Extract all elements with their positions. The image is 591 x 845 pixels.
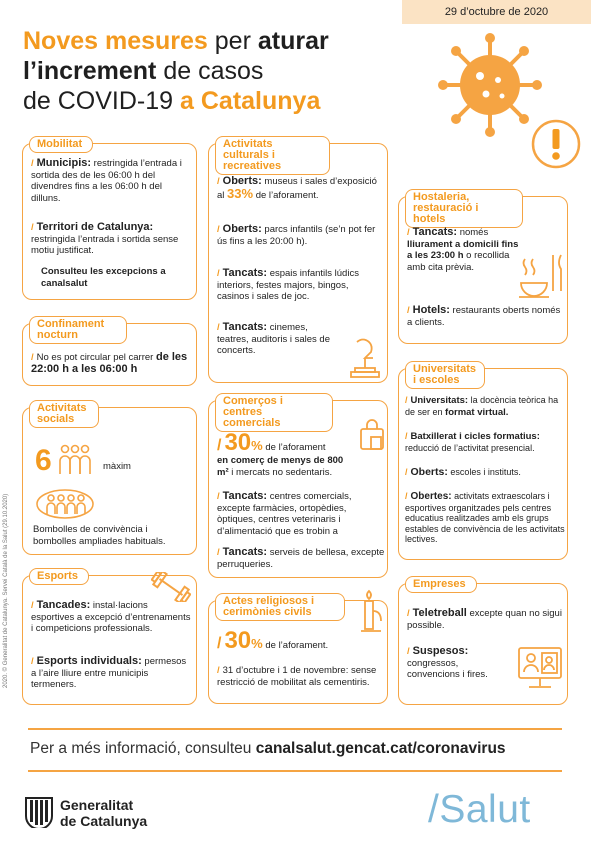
dumbbell-icon bbox=[151, 572, 191, 602]
cultural-item-2: / Oberts: parcs infantils (se’n pot fer ús fins a les 20:00 h). bbox=[217, 223, 376, 247]
confinament-item-1: / No es pot circular pel carrer de les 22:00 h a les 06:00 h bbox=[31, 351, 188, 375]
esports-title: Esports bbox=[29, 568, 89, 585]
socials-number: 6 bbox=[35, 444, 52, 477]
divider-bottom bbox=[28, 770, 562, 772]
date-badge: 29 d’octubre de 2020 bbox=[402, 0, 591, 24]
comercos-box bbox=[208, 395, 388, 578]
generalitat-logo-icon bbox=[24, 796, 54, 828]
religiosos-item-1: / 30% de l’aforament. bbox=[217, 627, 329, 654]
alert-icon bbox=[530, 118, 582, 170]
salut-logo: /Salut bbox=[428, 788, 531, 831]
cultural-item-1: / Oberts: museus i sales d’exposició al 33% de l’aforament. bbox=[217, 175, 377, 201]
universitats-box bbox=[398, 363, 568, 560]
socials-text: Bombolles de convivència i bombolles ampliades habituals. bbox=[33, 524, 166, 547]
universitats-title: Universitats i escoles bbox=[405, 361, 485, 389]
esports-item-2: / Esports individuals: permesos a l’aire lliure entre municipis termeners. bbox=[31, 655, 187, 690]
page-title: Noves mesures per aturar l’increment de casos de COVID-19 a Catalunya bbox=[23, 27, 329, 115]
mobilitat-item-3: Consulteu les excepcions a canalsalut bbox=[41, 266, 166, 289]
universitats-item-3: / Oberts: escoles i instituts. bbox=[405, 466, 521, 478]
cultural-item-4: / Tancats: cinemes, teatres, auditoris i sales de concerts. bbox=[217, 321, 331, 356]
comercos-item-3: / Tancats: serveis de bellesa, excepte perruqueries. bbox=[217, 546, 385, 570]
religiosos-title: Actes religiosos i cerimònies civils bbox=[215, 593, 345, 621]
confinament-box bbox=[22, 318, 197, 386]
mobilitat-box bbox=[22, 138, 197, 300]
candle-icon bbox=[357, 587, 385, 635]
comercos-item-1: / 30% de l’aforament en comerç de menys de 800 m² i mercats no sedentaris. bbox=[217, 429, 344, 478]
cultural-item-3: / Tancats: espais infantils lúdics interiors, festes majors, bingos, casinos i sales de joc. bbox=[217, 267, 359, 302]
socials-label: màxim bbox=[103, 461, 131, 472]
footer-link-text: Per a més informació, consulteu canalsalut.gencat.cat/coronavirus bbox=[30, 740, 506, 757]
cultural-box bbox=[208, 138, 388, 383]
hostaleria-box bbox=[398, 191, 568, 344]
comercos-item-2: / Tancats: centres comercials, excepte farmàcies, ortopèdies, òptiques, centres veterinaris i d’alimentació que es trobin a bbox=[217, 490, 352, 537]
empreses-item-1: / Teletreball excepte quan no sigui possible. bbox=[407, 607, 562, 631]
empreses-box bbox=[398, 578, 568, 705]
esports-item-1: / Tancades: instal·lacions esportives a excepció d’entrenaments i competicions professionals. bbox=[31, 599, 191, 634]
footer-url[interactable]: canalsalut.gencat.cat/coronavirus bbox=[255, 740, 506, 757]
shopping-bag-icon bbox=[359, 419, 385, 451]
socials-title: Activitats socials bbox=[29, 400, 99, 428]
hostaleria-item-1: / Tancats: només lliurament a domicili fins a les 23:00 h o recollida amb cita prèvia. bbox=[407, 226, 519, 273]
empreses-item-2: / Suspesos: congressos, convencions i fires. bbox=[407, 645, 488, 680]
mobilitat-item-1: / Municipis: restringida l’entrada i sortida des de les 06:00 h del divendres fins a les 06:00 h del dilluns. bbox=[31, 157, 182, 204]
credit-text: 2020. © Generalitat de Catalunya. Servei Català de la Salut (29.10.2020) bbox=[3, 493, 9, 688]
mobilitat-title: Mobilitat bbox=[29, 136, 93, 153]
divider-top bbox=[28, 728, 562, 730]
empreses-title: Empreses bbox=[405, 576, 477, 593]
mobilitat-item-2: / Territori de Catalunya: restringida l’entrada i sortida sense motiu justificat. bbox=[31, 221, 179, 256]
esports-box bbox=[22, 570, 197, 705]
food-icon bbox=[517, 251, 565, 299]
universitats-item-2: / Batxillerat i cicles formatius: reducció de l’activitat presencial. bbox=[405, 431, 540, 453]
universitats-item-1: / Universitats: la docència teòrica ha de ser en format virtual. bbox=[405, 395, 559, 418]
video-call-icon bbox=[517, 646, 563, 690]
hostaleria-title: Hostaleria, restauració i hotels bbox=[405, 189, 523, 228]
confinament-title: Confinament nocturn bbox=[29, 316, 127, 344]
hostaleria-item-2: / Hotels: restaurants oberts només a clients. bbox=[407, 304, 561, 328]
cultural-title: Activitats culturals i recreatives bbox=[215, 136, 330, 175]
people-icon bbox=[59, 444, 101, 474]
religiosos-box bbox=[208, 595, 388, 704]
bubbles-icon bbox=[35, 488, 95, 520]
comercos-title: Comerços i centres comercials bbox=[215, 393, 333, 432]
universitats-item-4: / Obertes: activitats extraescolars i esportives organitzades pels centres educatius realitzades amb els grups estables de convivència de les activitats lectives. bbox=[405, 491, 565, 544]
religiosos-item-2: / 31 d’octubre i 1 de novembre: sense restricció de mobilitat als cementiris. bbox=[217, 665, 377, 688]
generalitat-name: Generalitat de Catalunya bbox=[60, 797, 148, 829]
socials-box bbox=[22, 402, 197, 555]
statue-icon bbox=[347, 336, 383, 380]
